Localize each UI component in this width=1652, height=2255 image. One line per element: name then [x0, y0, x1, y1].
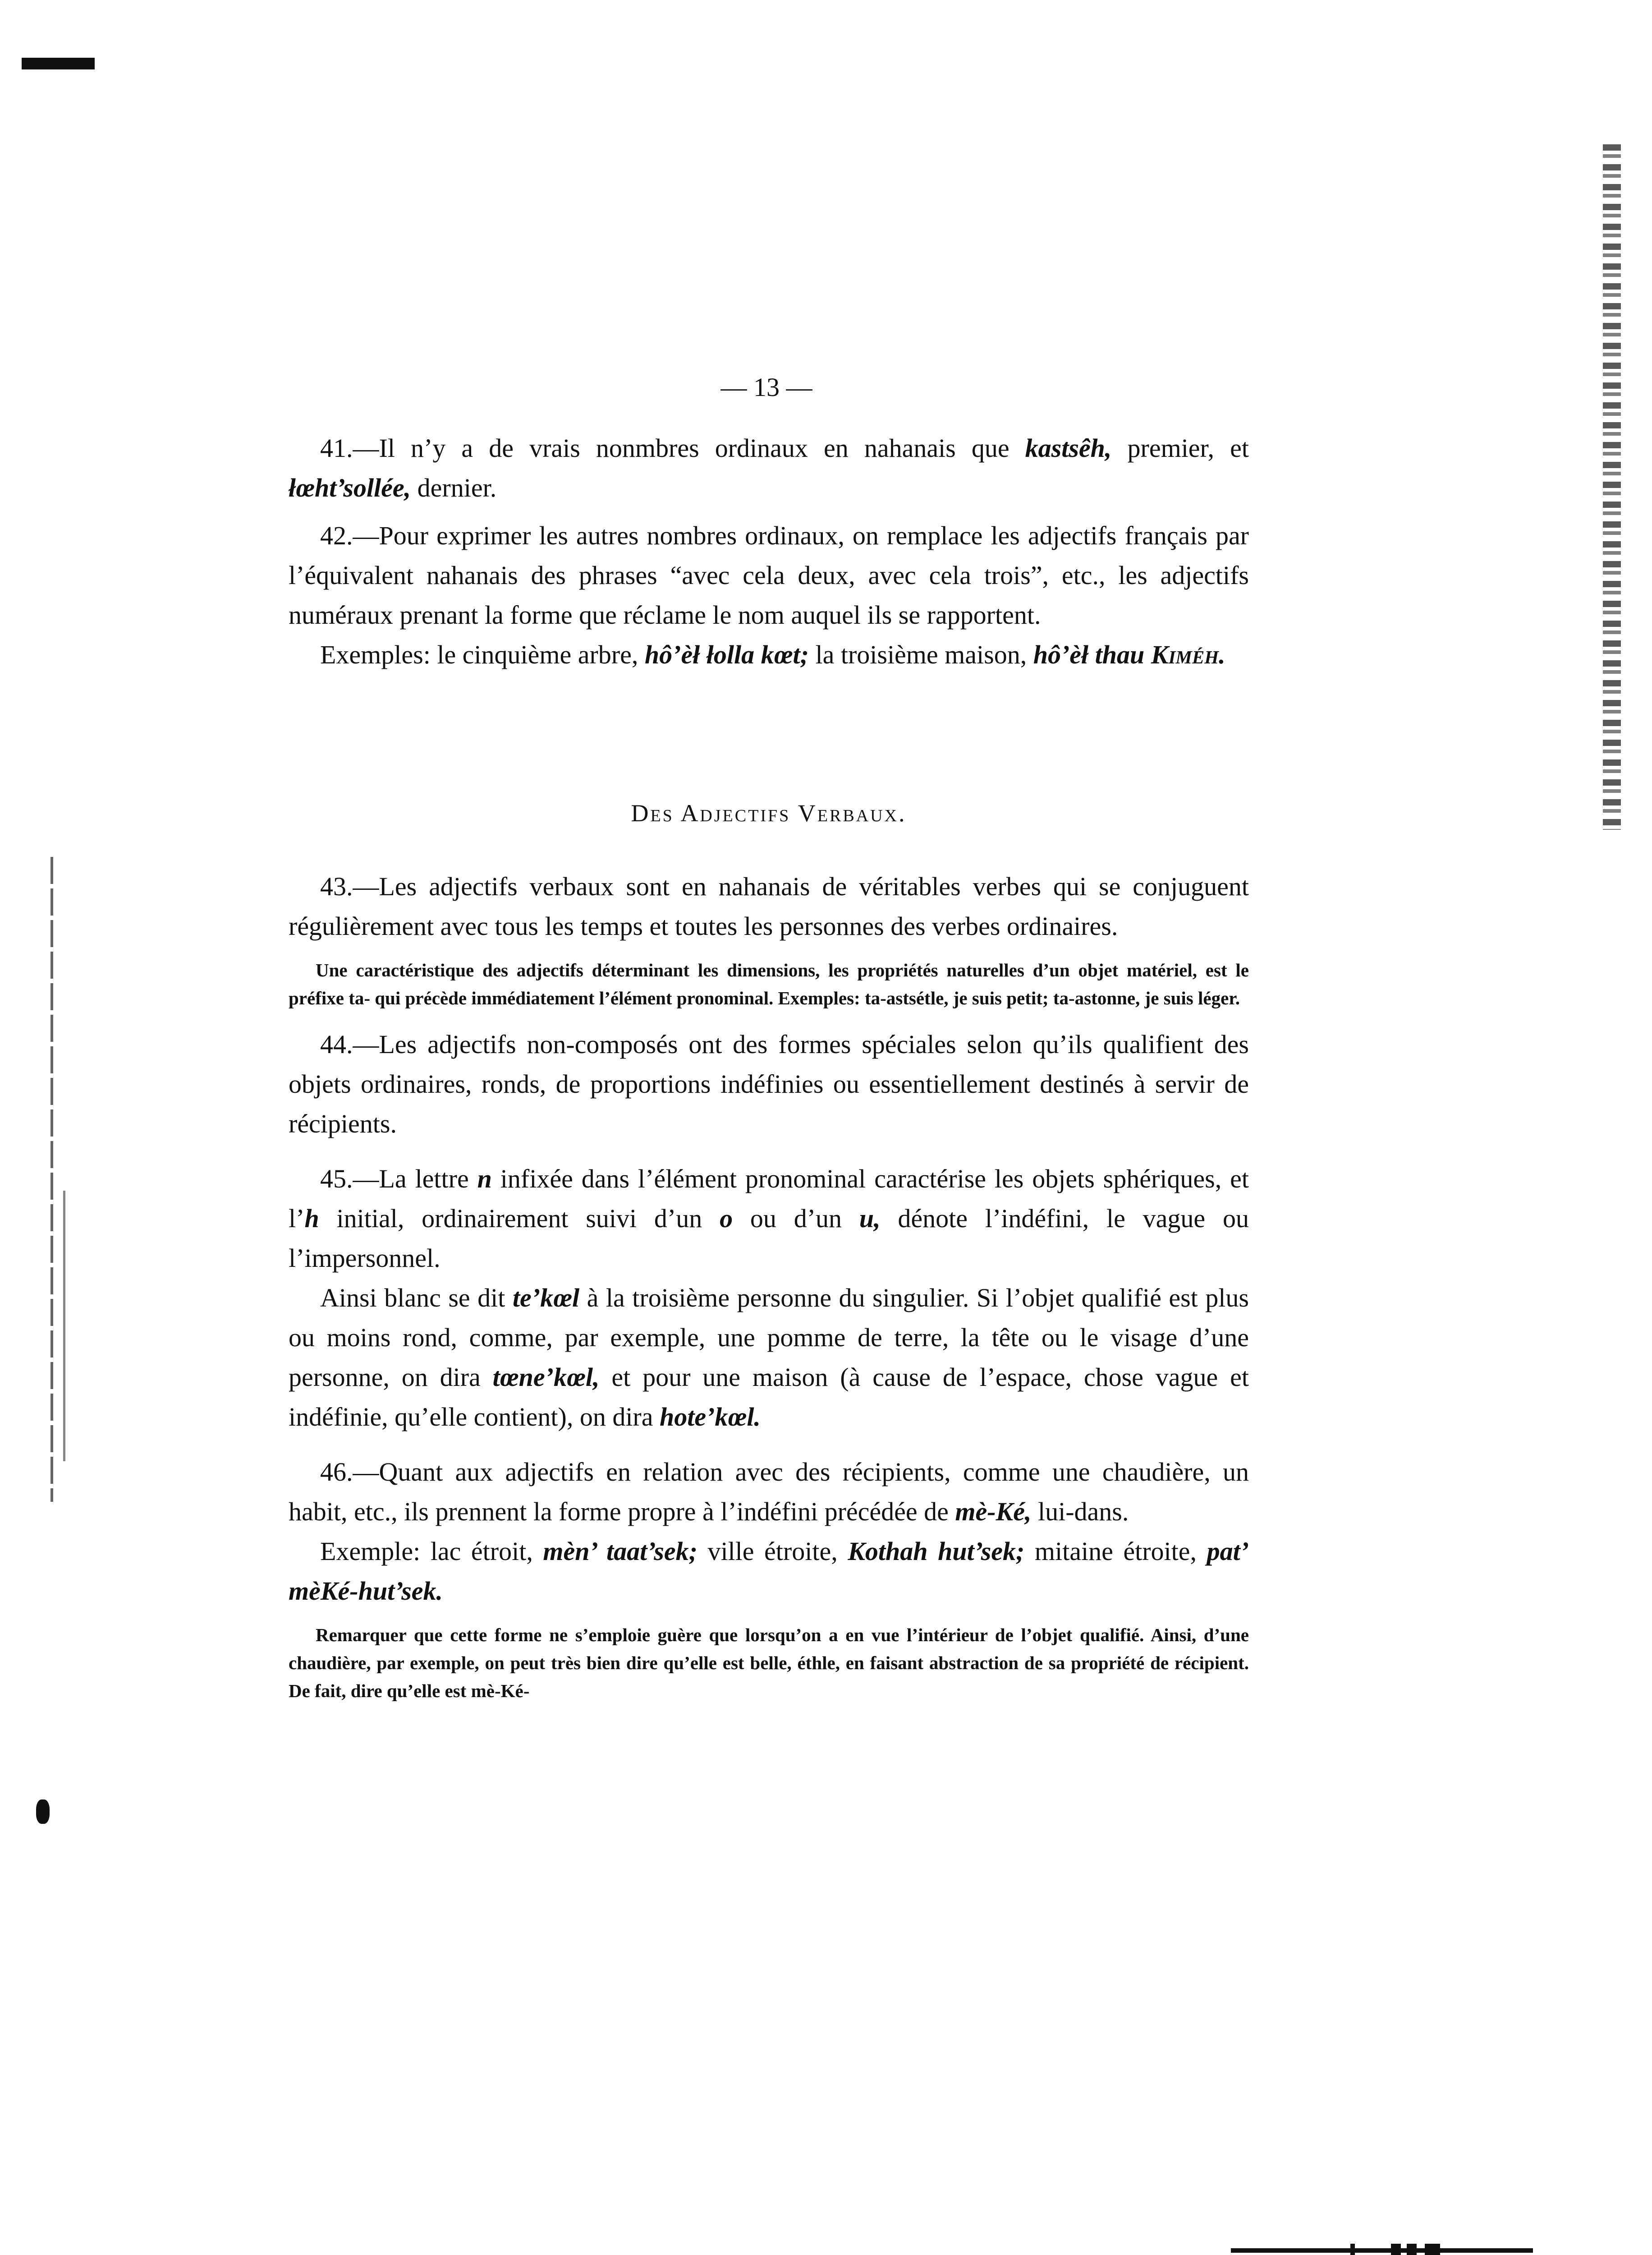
text-block-verbal-adjectives	[289, 867, 1249, 1705]
para-number: 42.	[320, 521, 353, 550]
scan-left-line-2	[63, 1191, 65, 1461]
text-block-ordinals	[289, 428, 1249, 675]
scan-left-line	[50, 857, 53, 1502]
examples-42: Exemples: le cinquième arbre, hô’èł łolla kœt; la troisième maison, hô’èł thau Kiméh.	[320, 640, 1225, 669]
paragraph-44: 44.—Les adjectifs non-composés ont des formes spéciales selon qu’ils qualifient des objets ordinaires, ronds, de proportions indéfinies ou essentiellement destinés à servir de récipients.	[289, 1030, 1249, 1138]
native-word: hô’èł thau	[1033, 640, 1145, 669]
section-heading-block	[289, 799, 1249, 827]
scan-bottom-block-2	[1391, 2244, 1401, 2255]
native-word: Kothah hut’sek;	[848, 1537, 1025, 1566]
native-word: kastsêh,	[1025, 433, 1112, 463]
paragraph-42: 42.—Pour exprimer les autres nombres ordinaux, on remplace les adjectifs français par l’équivalent nahanais des phrases “avec cela deux, avec cela trois”, etc., les adjectifs numéraux prenant la forme que réclame le nom auquel ils se rapportent.	[289, 521, 1249, 630]
scan-bottom-block-1	[1350, 2244, 1355, 2255]
section-heading: Des Adjectifs Verbaux.	[631, 800, 907, 827]
paragraph-46: 46.—Quant aux adjectifs en relation avec des récipients, comme une chaudière, un habit, etc., ils prennent la forme propre à l’indéfini précédée de mè-Ké, lui-dans.	[289, 1457, 1249, 1526]
scan-mark-top-left	[22, 58, 95, 69]
note-46: Remarquer que cette forme ne s’emploie guère que lorsqu’on a en vue l’intérieur de l’objet qualifié. Ainsi, d’une chaudière, par exemple, on peut très bien dire qu’elle est belle, éthle, en faisant abstraction de sa propriété de récipient. De fait, dire qu’elle est mè-Ké-	[289, 1625, 1249, 1701]
native-word: hô’èł łolla kœt;	[644, 640, 809, 669]
para-number: 41.	[320, 433, 353, 463]
note-43: Une caractéristique des adjectifs déterminant les dimensions, les propriétés naturelles d’un objet matériel, est le préfixe ta- qui précède immédiatement l’élément pronominal. Exemples: ta-astsétle, je suis petit; ta-astonne, je suis léger.	[289, 960, 1249, 1008]
native-word: Kiméh.	[1151, 640, 1225, 669]
scan-blot-left	[36, 1799, 50, 1824]
scan-bottom-rule	[1231, 2248, 1533, 2253]
native-word: hote’kœl.	[660, 1402, 761, 1431]
paragraph-41: 41.—Il n’y a de vrais nonmbres ordinaux en nahanais que kastsêh, premier, et łœht’sollée, dernier.	[289, 433, 1249, 502]
paragraph-45-examples: Ainsi blanc se dit te’kœl à la troisième personne du singulier. Si l’objet qualifié est plus ou moins rond, comme, par exemple, une pomme de terre, la tête ou le visage d’une personne, on dira tœne’kœl, et pour une maison (à cause de l’espace, chose vague et indéfinie, qu’elle contient), on dira hote’kœl.	[289, 1283, 1249, 1431]
native-word: pat’ mèKé-hut’sek.	[289, 1537, 1249, 1606]
native-word: mèn’ taat’sek;	[543, 1537, 698, 1566]
page-number: — 13 —	[720, 373, 812, 402]
para-number: 46.	[320, 1457, 353, 1486]
para-number: 45.	[320, 1164, 353, 1193]
examples-46: Exemple: lac étroit, mèn’ taat’sek; ville étroite, Kothah hut’sek; mitaine étroite, pat’ mèKé-hut’sek.	[289, 1537, 1249, 1606]
scan-bottom-block-4	[1425, 2244, 1440, 2255]
para-number: 44.	[320, 1030, 353, 1059]
scan-edge-strip	[1603, 144, 1621, 830]
para-number: 43.	[320, 872, 353, 901]
native-word: te’kœl	[512, 1283, 580, 1312]
native-word: tœne’kœl,	[492, 1362, 600, 1392]
native-word: mè-Ké,	[955, 1497, 1032, 1526]
paragraph-43: 43.—Les adjectifs verbaux sont en nahanais de véritables verbes qui se conjuguent régulièrement avec tous les temps et toutes les personnes des verbes ordinaires.	[289, 872, 1249, 941]
scan-bottom-block-3	[1407, 2244, 1417, 2255]
native-word: łœht’sollée,	[289, 473, 411, 502]
paragraph-45: 45.—La lettre n infixée dans l’élément pronominal caractérise les objets sphériques, et l’h initial, ordinairement suivi d’un o ou d’un u, dénote l’indéfini, le vague ou l’impersonnel.	[289, 1164, 1249, 1273]
